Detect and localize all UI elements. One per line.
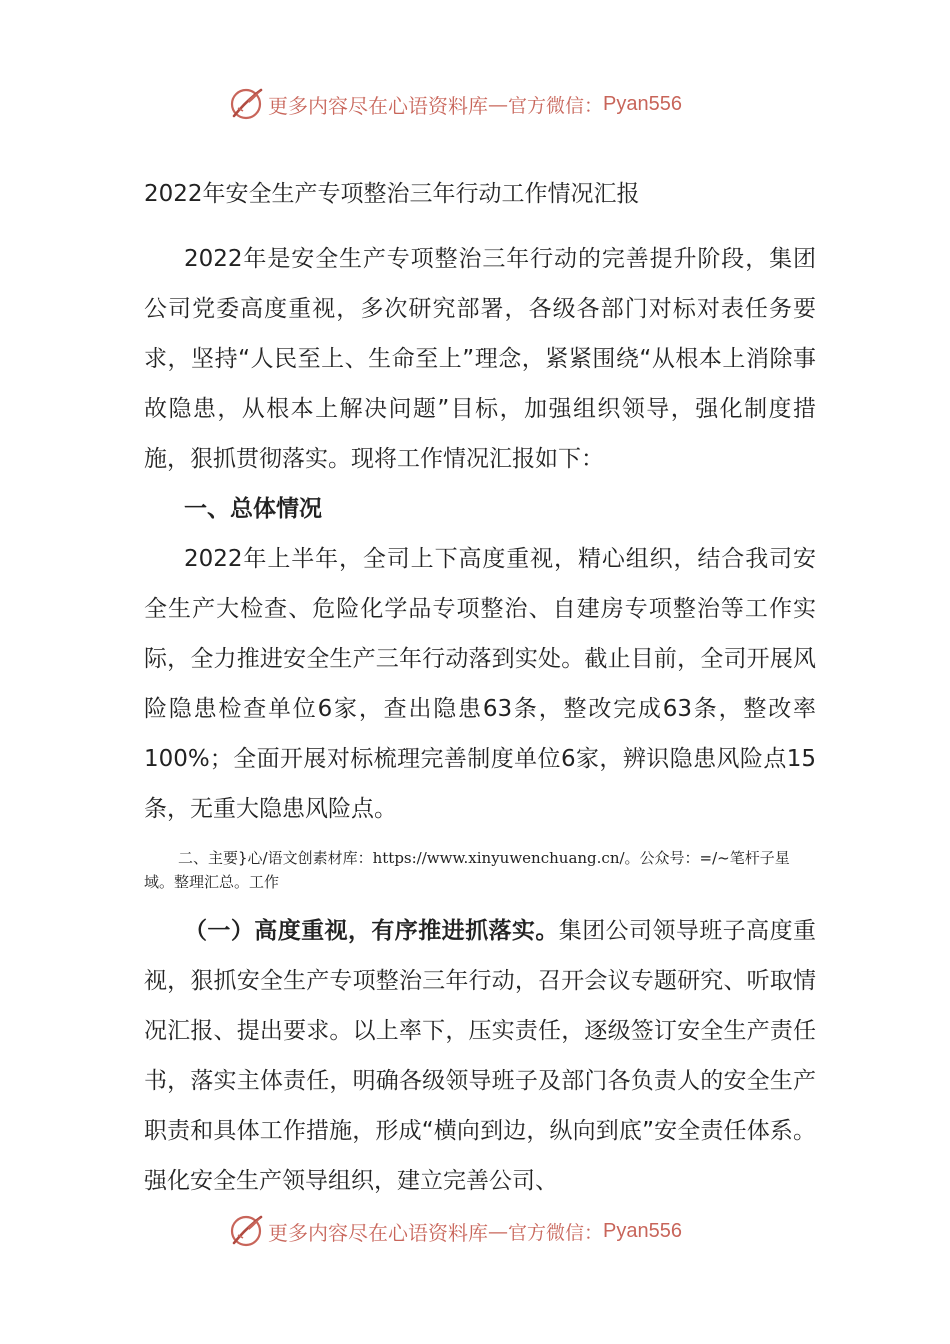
overview-paragraph: 2022年上半年，全司上下高度重视，精心组织，结合我司安全生产大检查、危险化学品专项整治、自建房专项整治等工作实际，全力推进安全生产三年行动落到实处。截止目前，全司开展风险隐患检查单位6家，查出隐患63条，整改完成63条，整改率100%；全面开展对标梳理完善制度单位6家，辨识隐患风险点15条，无重大隐患风险点。	[144, 546, 816, 822]
source-note-suffix: 。公众号：=/~笔杆子星域。整理汇总。工作	[144, 849, 790, 891]
source-note	[144, 846, 816, 894]
subsection-heading-1: （一）高度重视，有序推进抓落实。	[184, 918, 559, 944]
source-note-prefix: 二、主要}心/语文创素材库：	[178, 849, 373, 867]
banner-wechat-label: 官方微信：	[508, 94, 604, 117]
quill-logo-icon	[228, 86, 264, 122]
banner-text: 更多内容尽在心语资料库	[268, 93, 488, 118]
banner-wechat-id: Pyan556	[603, 92, 682, 115]
banner-separator: —	[488, 92, 508, 116]
document-body	[144, 168, 816, 1206]
banner-wechat-label: 官方微信：	[508, 1221, 604, 1244]
document-title: 2022年安全生产专项整治三年行动工作情况汇报	[144, 181, 640, 207]
section-heading-overview: 一、总体情况	[184, 496, 322, 522]
footer-banner	[228, 1211, 748, 1251]
quill-logo-icon	[228, 1213, 264, 1249]
subsection-paragraph-1	[144, 906, 816, 1206]
header-banner	[228, 84, 748, 124]
source-note-url[interactable]: https://www.xinyuwenchuang.cn/	[372, 849, 625, 867]
subsection-body-1: 集团公司领导班子高度重视，狠抓安全生产专项整治三年行动，召开会议专题研究、听取情况汇报、提出要求。以上率下，压实责任，逐级签订安全生产责任书，落实主体责任，明确各级领导班子及部门各负责人的安全生产职责和具体工作措施，形成“横向到边，纵向到底”安全责任体系。强化安全生产领导组织，建立完善公司、	[144, 918, 817, 1194]
banner-separator: —	[488, 1219, 508, 1243]
banner-text: 更多内容尽在心语资料库	[268, 1220, 488, 1245]
intro-paragraph: 2022年是安全生产专项整治三年行动的完善提升阶段，集团公司党委高度重视，多次研究部署，各级各部门对标对表任务要求，坚持“人民至上、生命至上”理念，紧紧围绕“从根本上消除事故隐患，从根本上解决问题”目标，加强组织领导，强化制度措施，狠抓贯彻落实。现将工作情况汇报如下：	[144, 246, 816, 472]
banner-wechat-id: Pyan556	[603, 1219, 682, 1242]
